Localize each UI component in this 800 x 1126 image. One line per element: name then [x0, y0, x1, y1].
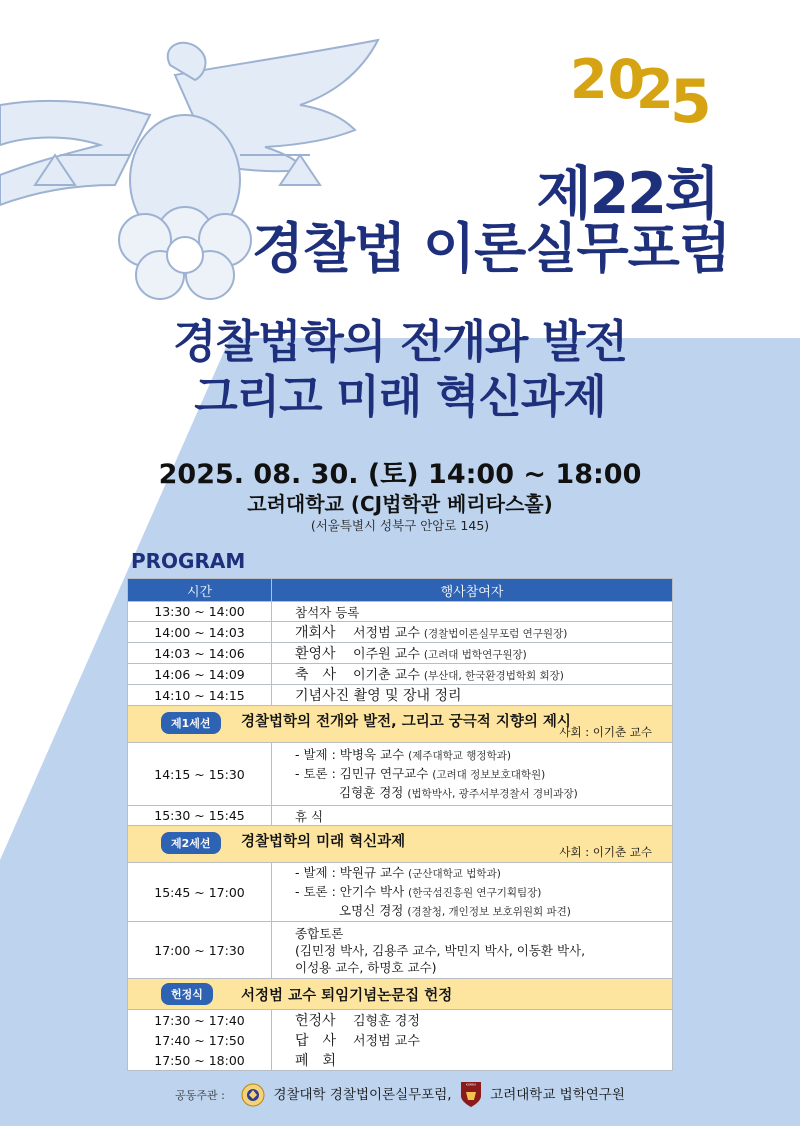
table-row [128, 863, 673, 922]
time-cell: 14:03 ~ 14:06 [128, 643, 272, 664]
participant-cell [272, 1030, 673, 1050]
role-label: 헌정사 [295, 1013, 336, 1029]
discussion-title: 종합토론 [295, 925, 344, 941]
affiliation: (경찰청, 개인정보 보호위원회 파견) [407, 905, 571, 918]
person-name: 김형훈 경정 [353, 1014, 420, 1029]
time-cell: 14:06 ~ 14:09 [128, 664, 272, 685]
sponsor-org-1: 경찰대학 경찰법이론실무포럼, [273, 1087, 452, 1103]
participant-cell [272, 806, 673, 826]
person-name: 서정범 교수 [353, 626, 420, 641]
participant-cell [272, 922, 673, 979]
person-name: 오명신 경정 [339, 902, 404, 918]
role-label: 답 사 [295, 1033, 337, 1049]
break-label: 휴 식 [295, 808, 324, 824]
sponsors-footer [0, 1082, 800, 1112]
discussion-participants-2: 이성용 교수, 하명호 교수) [295, 959, 437, 975]
year-text-2: 2 [636, 58, 674, 121]
program-table [127, 578, 673, 1071]
role-label: 환영사 [295, 646, 336, 662]
time-cell: 17:40 ~ 17:50 [128, 1030, 272, 1050]
affiliation: (부산대, 한국환경법학회 회장) [423, 670, 564, 682]
session-2-badge: 제2세션 [161, 832, 221, 854]
person-name: 안기수 박사 [339, 883, 405, 899]
forum-title: 경찰법 이론실무포럼 [251, 217, 730, 280]
person-name: 서정범 교수 [353, 1034, 420, 1049]
affiliation: (고려대 법학연구원장) [423, 649, 527, 661]
time-cell: 15:45 ~ 17:00 [128, 863, 272, 922]
person-name: 박원규 교수 [339, 864, 405, 880]
year-text-5: 5 [670, 67, 712, 130]
session-1-title: 경찰법학의 전개와 발전, 그리고 궁극적 지향의 제시 [241, 714, 571, 730]
participant-cell [272, 685, 673, 706]
table-row [128, 602, 673, 622]
line-label: - 발제 : [295, 864, 340, 880]
time-cell: 14:00 ~ 14:03 [128, 622, 272, 643]
item-name: 참석자 등록 [295, 604, 360, 620]
time-cell: 15:30 ~ 15:45 [128, 806, 272, 826]
table-header-row [128, 579, 673, 602]
table-row [128, 1050, 673, 1071]
time-cell: 17:30 ~ 17:40 [128, 1010, 272, 1031]
session-1-badge: 제1세션 [161, 712, 221, 734]
time-cell: 14:10 ~ 14:15 [128, 685, 272, 706]
ceremony-band [128, 979, 673, 1010]
korea-logo-text: KOREA [465, 1082, 476, 1087]
affiliation: (군산대학교 법학과) [408, 867, 501, 880]
participant-cell [272, 664, 673, 685]
ceremony-title: 서정범 교수 퇴임기념논문집 헌정 [241, 988, 453, 1004]
sponsor-org-2: 고려대학교 법학연구원 [490, 1087, 625, 1103]
role-label: 축 사 [295, 667, 337, 683]
participant-cell [272, 743, 673, 806]
role-label: 개회사 [295, 625, 336, 641]
person-name: 박병욱 교수 [339, 746, 405, 762]
column-header-participants: 행사참여자 [272, 579, 673, 602]
session-1-moderator: 사회 : 이기춘 교수 [559, 725, 652, 739]
session-2-title: 경찰법학의 미래 혁신과제 [241, 834, 406, 850]
line-label: - 발제 : [295, 746, 340, 762]
time-cell: 17:50 ~ 18:00 [128, 1050, 272, 1071]
event-venue: 고려대학교 (CJ법학관 베리타스홀) [247, 492, 553, 516]
event-address: (서울특별시 성북구 안암로 145) [310, 518, 490, 533]
table-row [128, 1030, 673, 1050]
table-row [128, 664, 673, 685]
table-row [128, 922, 673, 979]
table-row [128, 743, 673, 806]
session-2-band [128, 826, 673, 863]
table-row [128, 643, 673, 664]
time-cell: 17:00 ~ 17:30 [128, 922, 272, 979]
table-row [128, 685, 673, 706]
participant-cell [272, 643, 673, 664]
table-row [128, 806, 673, 826]
participant-cell [272, 1050, 673, 1071]
participant-cell [272, 602, 673, 622]
sponsors-label: 공동주관 : [175, 1089, 225, 1102]
edition-title: 제22회 [536, 161, 718, 227]
person-name: 김민규 연구교수 [339, 765, 429, 781]
theme-line-1: 경찰법학의 전개와 발전 [172, 315, 628, 368]
police-university-logo-icon [241, 1083, 265, 1107]
column-header-time: 시간 [128, 579, 272, 602]
event-datetime: 2025. 08. 30. (토) 14:00 ~ 18:00 [158, 459, 642, 490]
person-name: 김형훈 경정 [339, 784, 404, 800]
korea-university-logo-icon [460, 1082, 482, 1108]
participant-cell [272, 1010, 673, 1031]
program-label: PROGRAM [131, 549, 246, 573]
year-text: 20 [570, 48, 646, 111]
ceremony-badge: 헌정식 [161, 983, 213, 1005]
affiliation: (한국섬진흥원 연구기획팀장) [408, 886, 542, 899]
table-row [128, 1010, 673, 1031]
line-label: - 토론 : [295, 883, 340, 899]
participant-cell [272, 622, 673, 643]
time-cell: 13:30 ~ 14:00 [128, 602, 272, 622]
role-label: 폐 회 [295, 1053, 337, 1069]
table-row [128, 622, 673, 643]
discussion-participants: (김민정 박사, 김용주 교수, 박민지 박사, 이동환 박사, [295, 942, 586, 958]
theme-line-2: 그리고 미래 혁신과제 [194, 370, 606, 423]
session-1-band [128, 706, 673, 743]
item-name: 기념사진 촬영 및 장내 정리 [295, 688, 462, 704]
line-label: - 토론 : [295, 765, 340, 781]
session-2-moderator: 사회 : 이기춘 교수 [559, 845, 652, 859]
time-cell: 14:15 ~ 15:30 [128, 743, 272, 806]
participant-cell [272, 863, 673, 922]
year-graphic [570, 44, 740, 130]
person-name: 이주원 교수 [353, 647, 420, 662]
affiliation: (제주대학교 행정학과) [408, 749, 511, 762]
affiliation: (경찰법이론실무포럼 연구원장) [423, 628, 568, 640]
affiliation: (고려대 정보보호대학원) [432, 768, 546, 781]
person-name: 이기춘 교수 [353, 668, 420, 683]
affiliation: (법학박사, 광주서부경찰서 경비과장) [407, 787, 578, 800]
